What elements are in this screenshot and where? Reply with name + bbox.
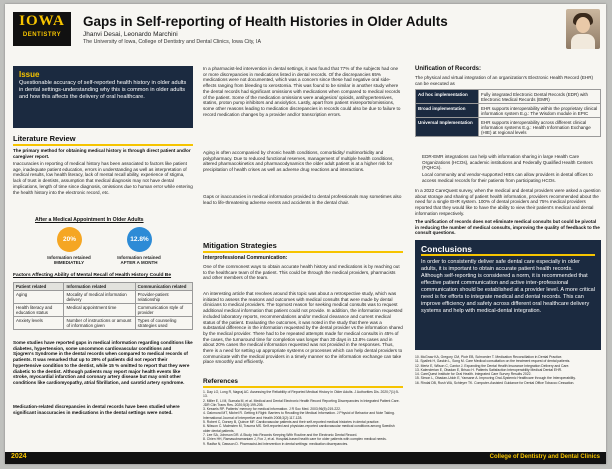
- medication-note: Medication-related discrepancies in dental records have been studied where significant inaccuracies in medications in the dental settings were noted.: [13, 404, 180, 415]
- survey-paragraph: In a 2022 CareQuest survey, when the medical and dental providers were asked a question about storage and sharing of patient health information, providers recommended about the need for a single EHR system. 100% of dental providers and 75% medical providers reported that they would like to have the ability to view their patient's medical and dental information respectively.: [415, 188, 601, 216]
- stat-label-immediate: Information retained IMMEDIATELY: [47, 255, 91, 265]
- unification-heading: Unification of Records:: [415, 66, 482, 72]
- stat-circle-month: 12.8%: [127, 227, 152, 252]
- table-cell: Number of instructions or amount of information given: [64, 317, 135, 330]
- table-cell: Medical appointment time: [64, 304, 135, 317]
- conclusions-heading: Conclusions: [421, 240, 595, 256]
- interprofessional-paragraph: One of the commonest ways to obtain accurate health history and medications is by reaching out to the healthcare team of the patient. This could be through the medical providers, pharmacists and other members of the team.: [203, 264, 400, 281]
- consult-study-paragraph: An interesting article that revolves around this topic was about a retrospective study, which was initiated to assess the reasons and outcomes with medical consults that were made by dental clinicians to medical providers. The topmost reason for seeking medical consults was to request additional medical information that patient could not provide. In addition, the information requested included laboratory reports, recommendations and/or medical clearance and current medical status of the patient. Evaluating the outcomes, it was noted in the study that there was a substantial difference in the information requested by the dental provider vs the information shared by the medical provider. There had to be repeated attempts made for medical consults in 45% of the cases, the turnaround time for completion was longer than 30 days in 13.8% cases and in about 20% cases the medical information requested was not provided in the responses. Thus, there is a need for setting up appropriate systems or processes which can help dental providers to communicate with the medical providers in a timely manner so the information exchange can take place smoothly and efficiently.: [203, 291, 403, 365]
- reference-item: 14. CareQuest Institute for Oral Health. Integrated Care Survey Results 2022.: [415, 372, 532, 377]
- table-value-cell: Fully integrated Electronic Dental Records (EDR) with Electronic Medical Records (EMR): [479, 90, 601, 104]
- literature-body: Inaccuracies in reporting of medical history has been associated to factors like patient age, inadequate patient education, errors in understanding as well as interpretation of medical results, low health literacy, lack of mental recall ability, experience of stigma, lack of trust in dentists, assumption that medical diagnosis may not have dental implications, length of time since diagnosis, omissions due to human error while entering the health history into the electronic record, etc.: [13, 161, 193, 195]
- affiliation: The University of Iowa, College of Dentistry and Dental Clinics, Iowa City, IA: [83, 39, 262, 45]
- unification-intro: The physical and virtual integration of an organization's Electronic Health Record (EHR) can be executed as: [415, 75, 594, 86]
- unification-note: The unification of records does not eliminate medical consults but could be pivotal in reducing the number of medical consults, improving the quality of feedback to the consult questions.: [415, 219, 600, 236]
- logo-top-text: IOWA: [19, 13, 65, 29]
- gaps-paragraph: Gaps or inaccuracies in medical information provided to dental professionals may sometimes also lead to life-threatening adverse events and accidents in the dental chair.: [203, 194, 402, 205]
- photo-face: [576, 17, 590, 33]
- poster: [5, 4, 606, 464]
- reference-item: 12. Mertz E, Wilson C, Cantor J. Expanding the Dental Health Insurance Integration Delivery and Care.: [415, 363, 570, 368]
- reference-item: 4. Oakmond MT, Michel R. Getting it Right: Barriers to Recalling the Medical Information. J Physiol of Behavior and Note Taking. International Journal of Interpretive and Health 2008;3(2):117-128.: [203, 411, 395, 420]
- references-heading: References: [203, 378, 403, 388]
- author-photo: [566, 9, 600, 49]
- stat-circle-immediate: 20%: [57, 227, 82, 252]
- unification-bullets: [415, 154, 601, 186]
- table-key-cell: Ad hoc implementation: [416, 90, 479, 104]
- table-cell: Communication style of provider: [135, 304, 192, 317]
- conclusions-text: In order to consistently deliver safe dental care especially in older adults, it is important to obtain accurate patient health records. Although self-reporting is considered a norm, it is recommended that effective patient communication and active inter-professional communication should be established at a provider level. A more critical need is for efforts to integrate medical and dental records. This can improve efficiency and safety across different oral healthcare delivery systems and help with medical-dental integration.: [421, 259, 595, 314]
- list-item: • EDR-EMR integrations can help with information sharing in large Health Care Organizations (HCOs), academic institutions and Federally Qualified Health Centers (FQHCs).: [422, 154, 601, 171]
- table-value-cell: EHR supports interoperability within the proprietary clinical information system E.g.: The Wisdom module in EPIC: [479, 104, 601, 118]
- reference-item: 13. Kalenderian E, Obadan E, Brisco H. Patients Satisfaction Interoperability Medical Dental EHR.: [415, 367, 563, 372]
- factors-col-information: Information related: [64, 283, 135, 291]
- aging-paragraph: Aging is often accompanied by chronic health conditions, comorbidity/ multimorbidity and polypharmacy. Due to reduced functional reserves, management of multiple health conditions, altered pharmacokinetics and pharmacodynamics the older adult patient is at a higher risk for precipitation of health crises as well as adverse drug reactions and interactions.: [203, 150, 394, 173]
- reference-item: 11. Spallek H, Gaskin L, Song M. Care Medical consultation on the treatment request of dental patients.: [415, 359, 571, 364]
- factors-header-row: [14, 283, 193, 291]
- iowa-dentistry-logo: [13, 12, 71, 46]
- literature-lead: The primary method for obtaining medical history is through direct patient and/or caregiver report.: [13, 148, 191, 159]
- bullet-list: [415, 154, 601, 184]
- literature-heading: Literature Review: [13, 134, 193, 146]
- reference-item: 3. Kessels RP. Patients' memory for medical information. J R Soc Med. 2003;96(5):219-222.: [203, 407, 341, 412]
- table-row: [14, 317, 193, 330]
- references-list-right: [415, 355, 601, 447]
- table-cell: Aging: [14, 291, 64, 304]
- factors-table: [13, 282, 193, 330]
- footer-bar: [5, 452, 606, 464]
- reference-item: 7. Lee SA, Johnson DR. A Study Into Records Keeping With Routine and the Electronic Dental Record.: [203, 432, 358, 437]
- table-cell: Types of counseling strategies used: [135, 317, 192, 330]
- reference-item: 2. Miller E, Li M, Sumala M, et al. Medical and Dental Electronic Health Record Reporting Discrepancies in Integrated Patient Care. JDR Clin Trans Res. 2020;5(3):199-205.: [203, 398, 400, 407]
- table-cell: Anxiety levels: [14, 317, 64, 330]
- gaps-note: Some studies have reported gaps in medical information regarding conditions like diabetes, hypertension, some uncommon cardiovascular conditions and Sjogren's Syndrome in the dental records when compared to medical records of patients. It was remarked that up to 29% of patients did not report their hypertensive condition to the dentist, while 15 % omitted to report that they were diabetic to the dentist. Although patients may report major health events like stroke, myocardial infarction and coronary artery disease but may omit other conditions like cardiomyopathy, atrial fibrillation, and carotid artery syndrome.: [13, 340, 193, 385]
- interprofessional-heading: Interprofessional Communication:: [203, 255, 288, 261]
- poster-title: Gaps in Self-reporting of Health Histories in Older Adults: [83, 14, 448, 29]
- reference-item: 9. Radfar N, Dawson D. Pharmacist-led intervention in dental settings: medication discrepancies.: [203, 441, 349, 446]
- factors-col-communication: Communication related: [135, 283, 192, 291]
- footer-college: College of Dentistry and Dental Clinics: [489, 454, 600, 460]
- authors: Jhanvi Desai, Leonardo Marchini: [83, 31, 178, 38]
- reference-item: 1. Day LO, Long R, Nagraj AC. Assessing the Reliability of Reported Medical History in Older Adults. J Authorities Dis. 2020;7(1):5-13.: [203, 390, 399, 399]
- reference-item: 15. Simon L, Obadan-Udoh E, Yansane A. Improving Oral-Systemic Healthcare through the Interoperability.: [415, 376, 576, 381]
- table-row: [14, 291, 193, 304]
- table-cell: Provider-patient relationship: [135, 291, 192, 304]
- reference-item: 6. Nilsson C. Malmsten M, Trauma MS. Self-reported and physician-reported cardiovascular medical conditions among Swedish older dental patients.: [203, 424, 395, 433]
- pharmacist-paragraph: In a pharmacist-led intervention in dental settings, it was found that 77% of the subjects had one or more discrepancies in medications listed in dental records. Of the discrepancies 65% medications were not documented, which was a concern since these had negative oral side-effects ranging from bleeding to xerostomia. This was found to be similar in another study where the dental records had significant omissions with medications when compared to medical records of the patient. Some of the medication omissions were analgesics/ opioids, antihypertensives, statins, proton pump inhibitors and anxiolytics. Lastly, apart from patient misreports/omissions, some other reasons leading to medication discrepancies in records could also be due to failure to record medication changes by a provider and/or transcription errors.: [203, 66, 401, 117]
- list-item: • Local community and vendor-supported HIEs can allow providers in dental offices to access medical records for their patients from participating HCOs.: [422, 172, 601, 183]
- appointment-heading: After a Medical Appointment In Older Adults: [35, 217, 144, 223]
- reference-item: 5. Robert C, Dorsey B, Quince MF. Cardiovascular patients and their self-reported medical histories in dental practice.: [203, 420, 380, 425]
- table-key-cell: Universal Implementation: [416, 118, 479, 137]
- ehr-implementation-table: [415, 89, 601, 137]
- factors-heading: Factors Affecting Ability of Mental Recall of Health History Could Be: [13, 273, 172, 278]
- references-list-middle: [203, 390, 403, 450]
- issue-box: [13, 66, 193, 128]
- table-value-cell: EHR supports interoperability across different clinical information systems E.g.: Health Information Exchange (HIE) at regional levels: [479, 118, 601, 137]
- table-cell: Mocality of medical information delivery: [64, 291, 135, 304]
- table-row: [14, 304, 193, 317]
- issue-heading: Issue: [19, 70, 40, 79]
- table-key-cell: Broad implementation: [416, 104, 479, 118]
- table-row: [416, 118, 601, 137]
- table-cell: Health literacy and education status: [14, 304, 64, 317]
- table-row: [416, 104, 601, 118]
- photo-body: [571, 34, 595, 49]
- table-row: [416, 90, 601, 104]
- conclusions-box: [415, 240, 601, 350]
- issue-text: Questionable accuracy of self-reported health history in older adults in dental settings-understanding why this is common in older adults and how this affects the delivery of oral healthcare.: [19, 80, 187, 100]
- footer-year: 2024: [11, 453, 27, 460]
- reference-item: 16. Rindal DB, Rush WA, Schleyer TK. Computer-Assisted Guidance for Dental Office Tobacco Cessation.: [415, 380, 575, 385]
- mitigation-heading: Mitigation Strategies: [203, 241, 403, 253]
- reference-item: 8. Chien HH, Ramasubramaniam J, Fox J, et al. Hospital-based health care for older patients with complex medical needs.: [203, 437, 387, 442]
- factors-col-patient: Patient related: [14, 283, 64, 291]
- reference-item: 10. McGraw KA, Gregory CM, Piotr EB, Schroeder T. Medication Reconciliation in Dental Practice.: [415, 355, 563, 359]
- stat-label-month: Information retained AFTER A MONTH: [117, 255, 161, 265]
- logo-bottom-text: DENTISTRY: [22, 32, 62, 38]
